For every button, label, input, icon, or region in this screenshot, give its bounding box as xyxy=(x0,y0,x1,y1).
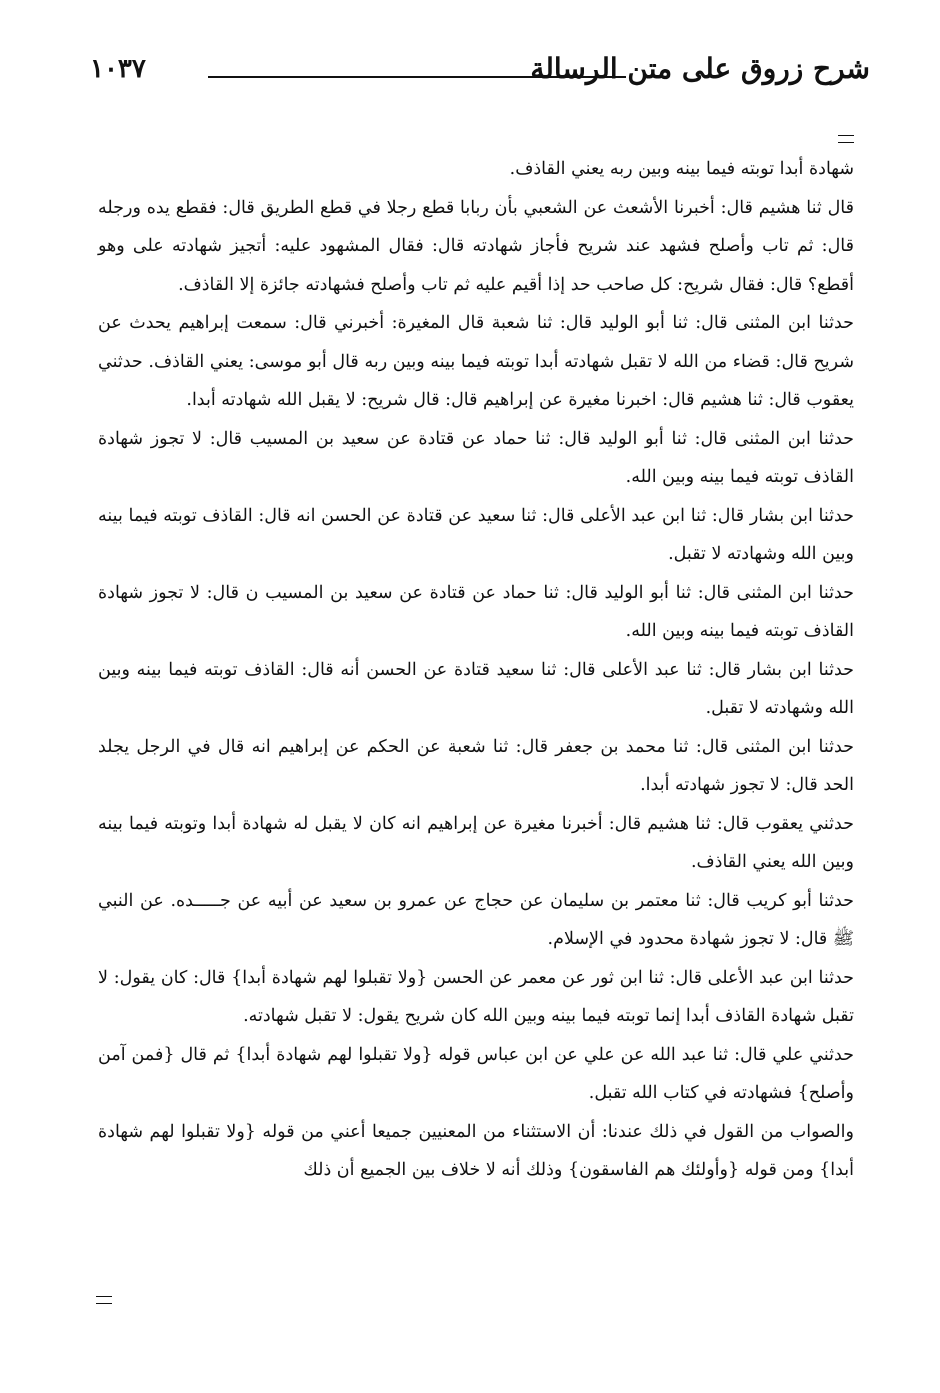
paragraph: حدثني يعقوب قال: ثنا هشيم قال: أخبرنا مغيرة عن إبراهيم انه كان لا يقبل له شهادة أبدا وتوبته فيما بينه وبين الله يعني القاذف. xyxy=(98,813,854,872)
paragraph: والصواب من القول في ذلك عندنا: أن الاستثناء من المعنيين جميعا أعني من قوله {ولا تقبلوا لهم شهادة أبدا} ومن قوله {وأولئك هم الفاسقون} وذلك أنه لا خلاف بين الجميع أن ذلك xyxy=(98,1121,854,1180)
paragraph: حدثنا ابن المثنى قال: ثنا أبو الوليد قال: ثنا حماد عن قتادة عن سعيد بن المسيب قال: لا تجوز شهادة القاذف توبته فيما بينه وبين الله. xyxy=(98,428,854,487)
paragraph: شهادة أبدا توبته فيما بينه وبين ربه يعني القاذف. xyxy=(509,159,854,179)
paragraph: حدثنا ابن بشار قال: ثنا عبد الأعلى قال: ثنا سعيد قتادة عن الحسن أنه قال: القاذف توبته فيما بينه وبين الله وشهادته لا تقبل. xyxy=(98,659,854,718)
continuation-mark-bottom xyxy=(96,1296,112,1304)
paragraph: حدثني علي قال: ثنا عبد الله عن علي عن ابن عباس قوله {ولا تقبلوا لهم شهادة أبدا} ثم قال {فمن آمن وأصلح} فشهادته في كتاب الله تقبل. xyxy=(98,1044,854,1103)
book-title: شرح زروق على متن الرسالة xyxy=(530,52,870,85)
page-body xyxy=(98,150,854,1190)
page-header xyxy=(90,52,870,102)
paragraph: حدثنا أبو كريب قال: ثنا معتمر بن سليمان عن حجاج عن عمرو بن سعيد عن أبيه عن جـــــده. عن النبي ﷺ قال: لا تجوز شهادة محدود في الإسلام. xyxy=(98,890,854,949)
paragraph: قال ثنا هشيم قال: أخبرنا الأشعث عن الشعبي بأن ربابا قطع رجلا في قطع الطريق قال: فقطع يده ورجله قال: ثم تاب وأصلح فشهد عند شريح فأجاز شهادته قال: فقال المشهود عليه: أتجيز شهادته على وهو أقطع؟ قال: فقال شريح: كل صاحب حد إذا أقيم عليه ثم تاب وأصلح فشهادته جائزة إلا القاذف. xyxy=(98,197,854,295)
header-rule xyxy=(208,76,626,78)
paragraph: حدثنا ابن المثنى قال: ثنا محمد بن جعفر قال: ثنا شعبة عن الحكم عن إبراهيم انه قال في الرجل يجلد الحد قال: لا تجوز شهادته أبدا. xyxy=(98,736,854,795)
paragraph: حدثنا ابن المثنى قال: ثنا أبو الوليد قال: ثنا حماد عن قتادة عن سعيد بن المسيب ن قال: لا تجوز شهادة القاذف توبته فيما بينه وبين الله. xyxy=(98,582,854,641)
paragraph: حدثنا ابن عبد الأعلى قال: ثنا ابن ثور عن معمر عن الحسن {ولا تقبلوا لهم شهادة أبدا} قال: كان يقول: لا تقبل شهادة القاذف أبدا إنما توبته فيما بينه وبين الله كان شريح يقول: لا تقبل شهادته. xyxy=(98,967,854,1026)
continuation-mark-top xyxy=(838,135,854,143)
paragraph: حدثنا ابن بشار قال: ثنا ابن عبد الأعلى قال: ثنا سعيد عن قتادة عن الحسن انه قال: القاذف توبته فيما بينه وبين الله وشهادته لا تقبل. xyxy=(98,505,854,564)
page-number: ١٠٣٧ xyxy=(90,54,146,84)
paragraph: حدثنا ابن المثنى قال: ثنا أبو الوليد قال: ثنا شعبة قال المغيرة: أخبرني قال: سمعت إبراهيم يحدث عن شريح قال: قضاء من الله لا تقبل شهادته أبدا توبته فيما بينه وبين ربه قال أبو موسى: يعني القاذف. حدثني يعقوب قال: ثنا هشيم قال: اخبرنا مغيرة عن إبراهيم قال: قال شريح: لا يقبل الله شهادته أبدا. xyxy=(98,313,854,410)
